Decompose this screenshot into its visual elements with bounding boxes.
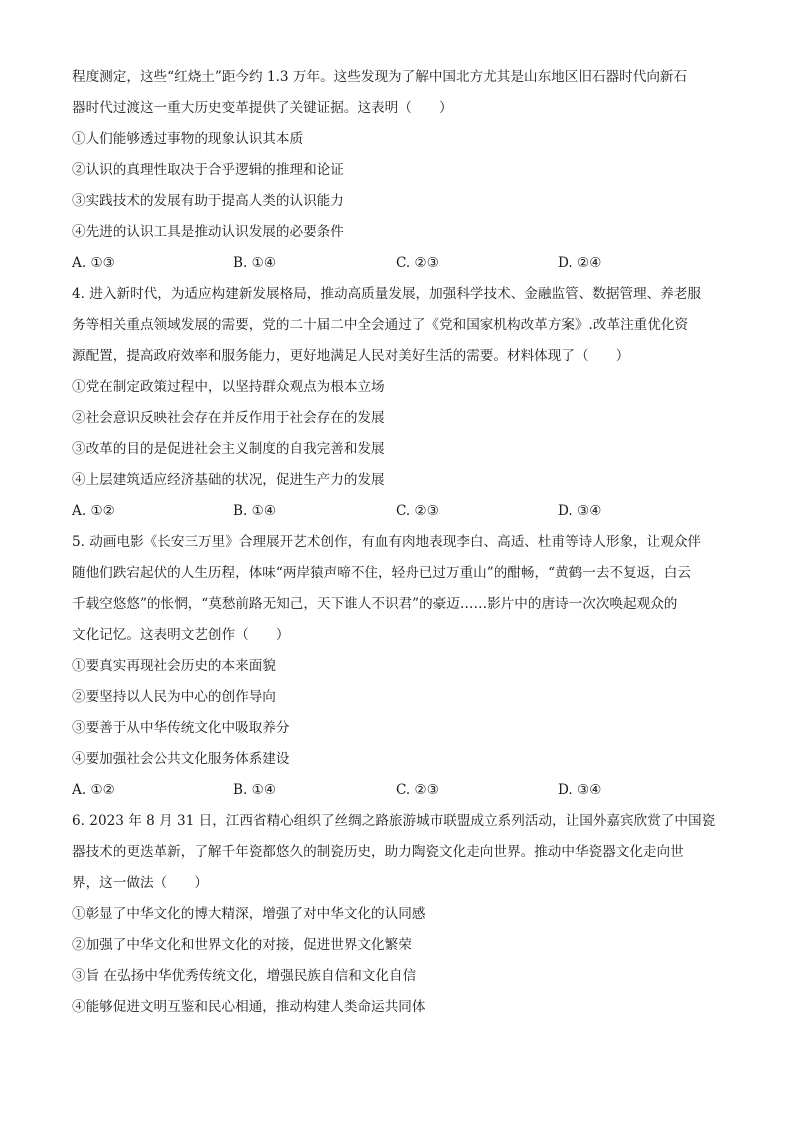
question-3-statement-3: ③实践技术的发展有助于提高人类的认识能力 xyxy=(72,193,344,209)
question-6-stem-line-1: 6. 2023 年 8 月 31 日，江西省精心组织了丝绸之路旅游城市联盟成立系列活动，让国外嘉宾欣赏了中国瓷 xyxy=(72,813,716,829)
question-5-statement-1: ①要真实再现社会历史的本来面貌 xyxy=(72,658,276,674)
question-4-statement-2: ②社会意识反映社会存在并反作用于社会存在的发展 xyxy=(72,410,385,426)
question-4-stem-line-3: 源配置，提高政府效率和服务能力，更好地满足人民对美好生活的需要。材料体现了（ ） xyxy=(72,348,630,364)
question-5-option-c: C. ②③ xyxy=(396,782,439,798)
question-3-option-b: B. ①④ xyxy=(233,255,277,271)
question-6 xyxy=(72,806,726,1023)
question-5-statement-4: ④要加强社会公共文化服务体系建设 xyxy=(72,751,290,767)
question-4-option-b: B. ①④ xyxy=(233,503,277,519)
question-4-option-a: A. ①② xyxy=(72,503,115,519)
question-3-option-a: A. ①③ xyxy=(72,255,115,271)
question-4-option-d: D. ③④ xyxy=(558,503,602,519)
question-6-statement-4: ④能够促进文明互鉴和民心相通，推动构建人类命运共同体 xyxy=(72,999,426,1015)
question-3-option-c: C. ②③ xyxy=(396,255,439,271)
question-6-stem-line-3: 界，这一做法（ ） xyxy=(72,875,208,891)
question-3-statement-2: ②认识的真理性取决于合乎逻辑的推理和论证 xyxy=(72,162,344,178)
question-3-statement-1: ①人们能够透过事物的现象认识其本质 xyxy=(72,131,304,147)
question-5-option-b: B. ①④ xyxy=(233,782,277,798)
question-3-stem-line-2: 器时代过渡这一重大历史变革提供了关键证据。这表明（ ） xyxy=(72,100,453,116)
question-4-stem-line-2: 务等相关重点领域发展的需要，党的二十届二中全会通过了《党和国家机构改革方案》.改革注重优化资 xyxy=(72,317,689,333)
question-3 xyxy=(72,62,726,279)
question-5-options xyxy=(72,775,726,806)
question-6-statement-1: ①彰显了中华文化的博大精深，增强了对中华文化的认同感 xyxy=(72,906,426,922)
question-5-option-d: D. ③④ xyxy=(558,782,602,798)
question-4-stem-line-1: 4. 进入新时代，为适应构建新发展格局，推动高质量发展，加强科学技术、金融监管、数据管理、养老服 xyxy=(72,286,702,302)
question-3-stem-line-1: 程度测定，这些“红烧土”距今约 1.3 万年。这些发现为了解中国北方尤其是山东地区旧石器时代向新石 xyxy=(72,69,688,85)
question-6-statement-3: ③旨 在弘扬中华优秀传统文化，增强民族自信和文化自信 xyxy=(72,968,417,984)
question-5 xyxy=(72,527,726,806)
question-3-options xyxy=(72,248,726,279)
question-3-option-d: D. ②④ xyxy=(558,255,602,271)
question-4-statement-4: ④上层建筑适应经济基础的状况，促进生产力的发展 xyxy=(72,472,385,488)
question-5-stem-line-1: 5. 动画电影《长安三万里》合理展开艺术创作，有血有肉地表现李白、高适、杜甫等诗人形象，让观众伴 xyxy=(72,534,702,550)
question-4-options xyxy=(72,496,726,527)
question-5-statement-3: ③要善于从中华传统文化中吸取养分 xyxy=(72,720,290,736)
question-5-stem-line-3: 千载空悠悠”的怅惘，“莫愁前路无知己，天下谁人不识君”的豪迈……影片中的唐诗一次次唤起观众的 xyxy=(72,596,678,612)
question-4 xyxy=(72,279,726,527)
exam-page xyxy=(72,62,726,1023)
question-6-stem-line-2: 器技术的更迭革新，了解千年瓷都悠久的制瓷历史，助力陶瓷文化走向世界。推动中华瓷器文化走向世 xyxy=(72,844,684,860)
question-4-option-c: C. ②③ xyxy=(396,503,439,519)
question-5-stem-line-2: 随他们跌宕起伏的人生历程，体味“两岸猿声啼不住，轻舟已过万重山”的酣畅，“黄鹤一去不复返，白云 xyxy=(72,565,691,581)
question-3-statement-4: ④先进的认识工具是推动认识发展的必要条件 xyxy=(72,224,344,240)
question-5-option-a: A. ①② xyxy=(72,782,115,798)
question-6-statement-2: ②加强了中华文化和世界文化的对接，促进世界文化繁荣 xyxy=(72,937,412,953)
question-5-stem-line-4: 文化记忆。这表明文艺创作（ ） xyxy=(72,627,290,643)
question-4-statement-3: ③改革的目的是促进社会主义制度的自我完善和发展 xyxy=(72,441,385,457)
question-5-statement-2: ②要坚持以人民为中心的创作导向 xyxy=(72,689,276,705)
question-4-statement-1: ①党在制定政策过程中，以坚持群众观点为根本立场 xyxy=(72,379,385,395)
